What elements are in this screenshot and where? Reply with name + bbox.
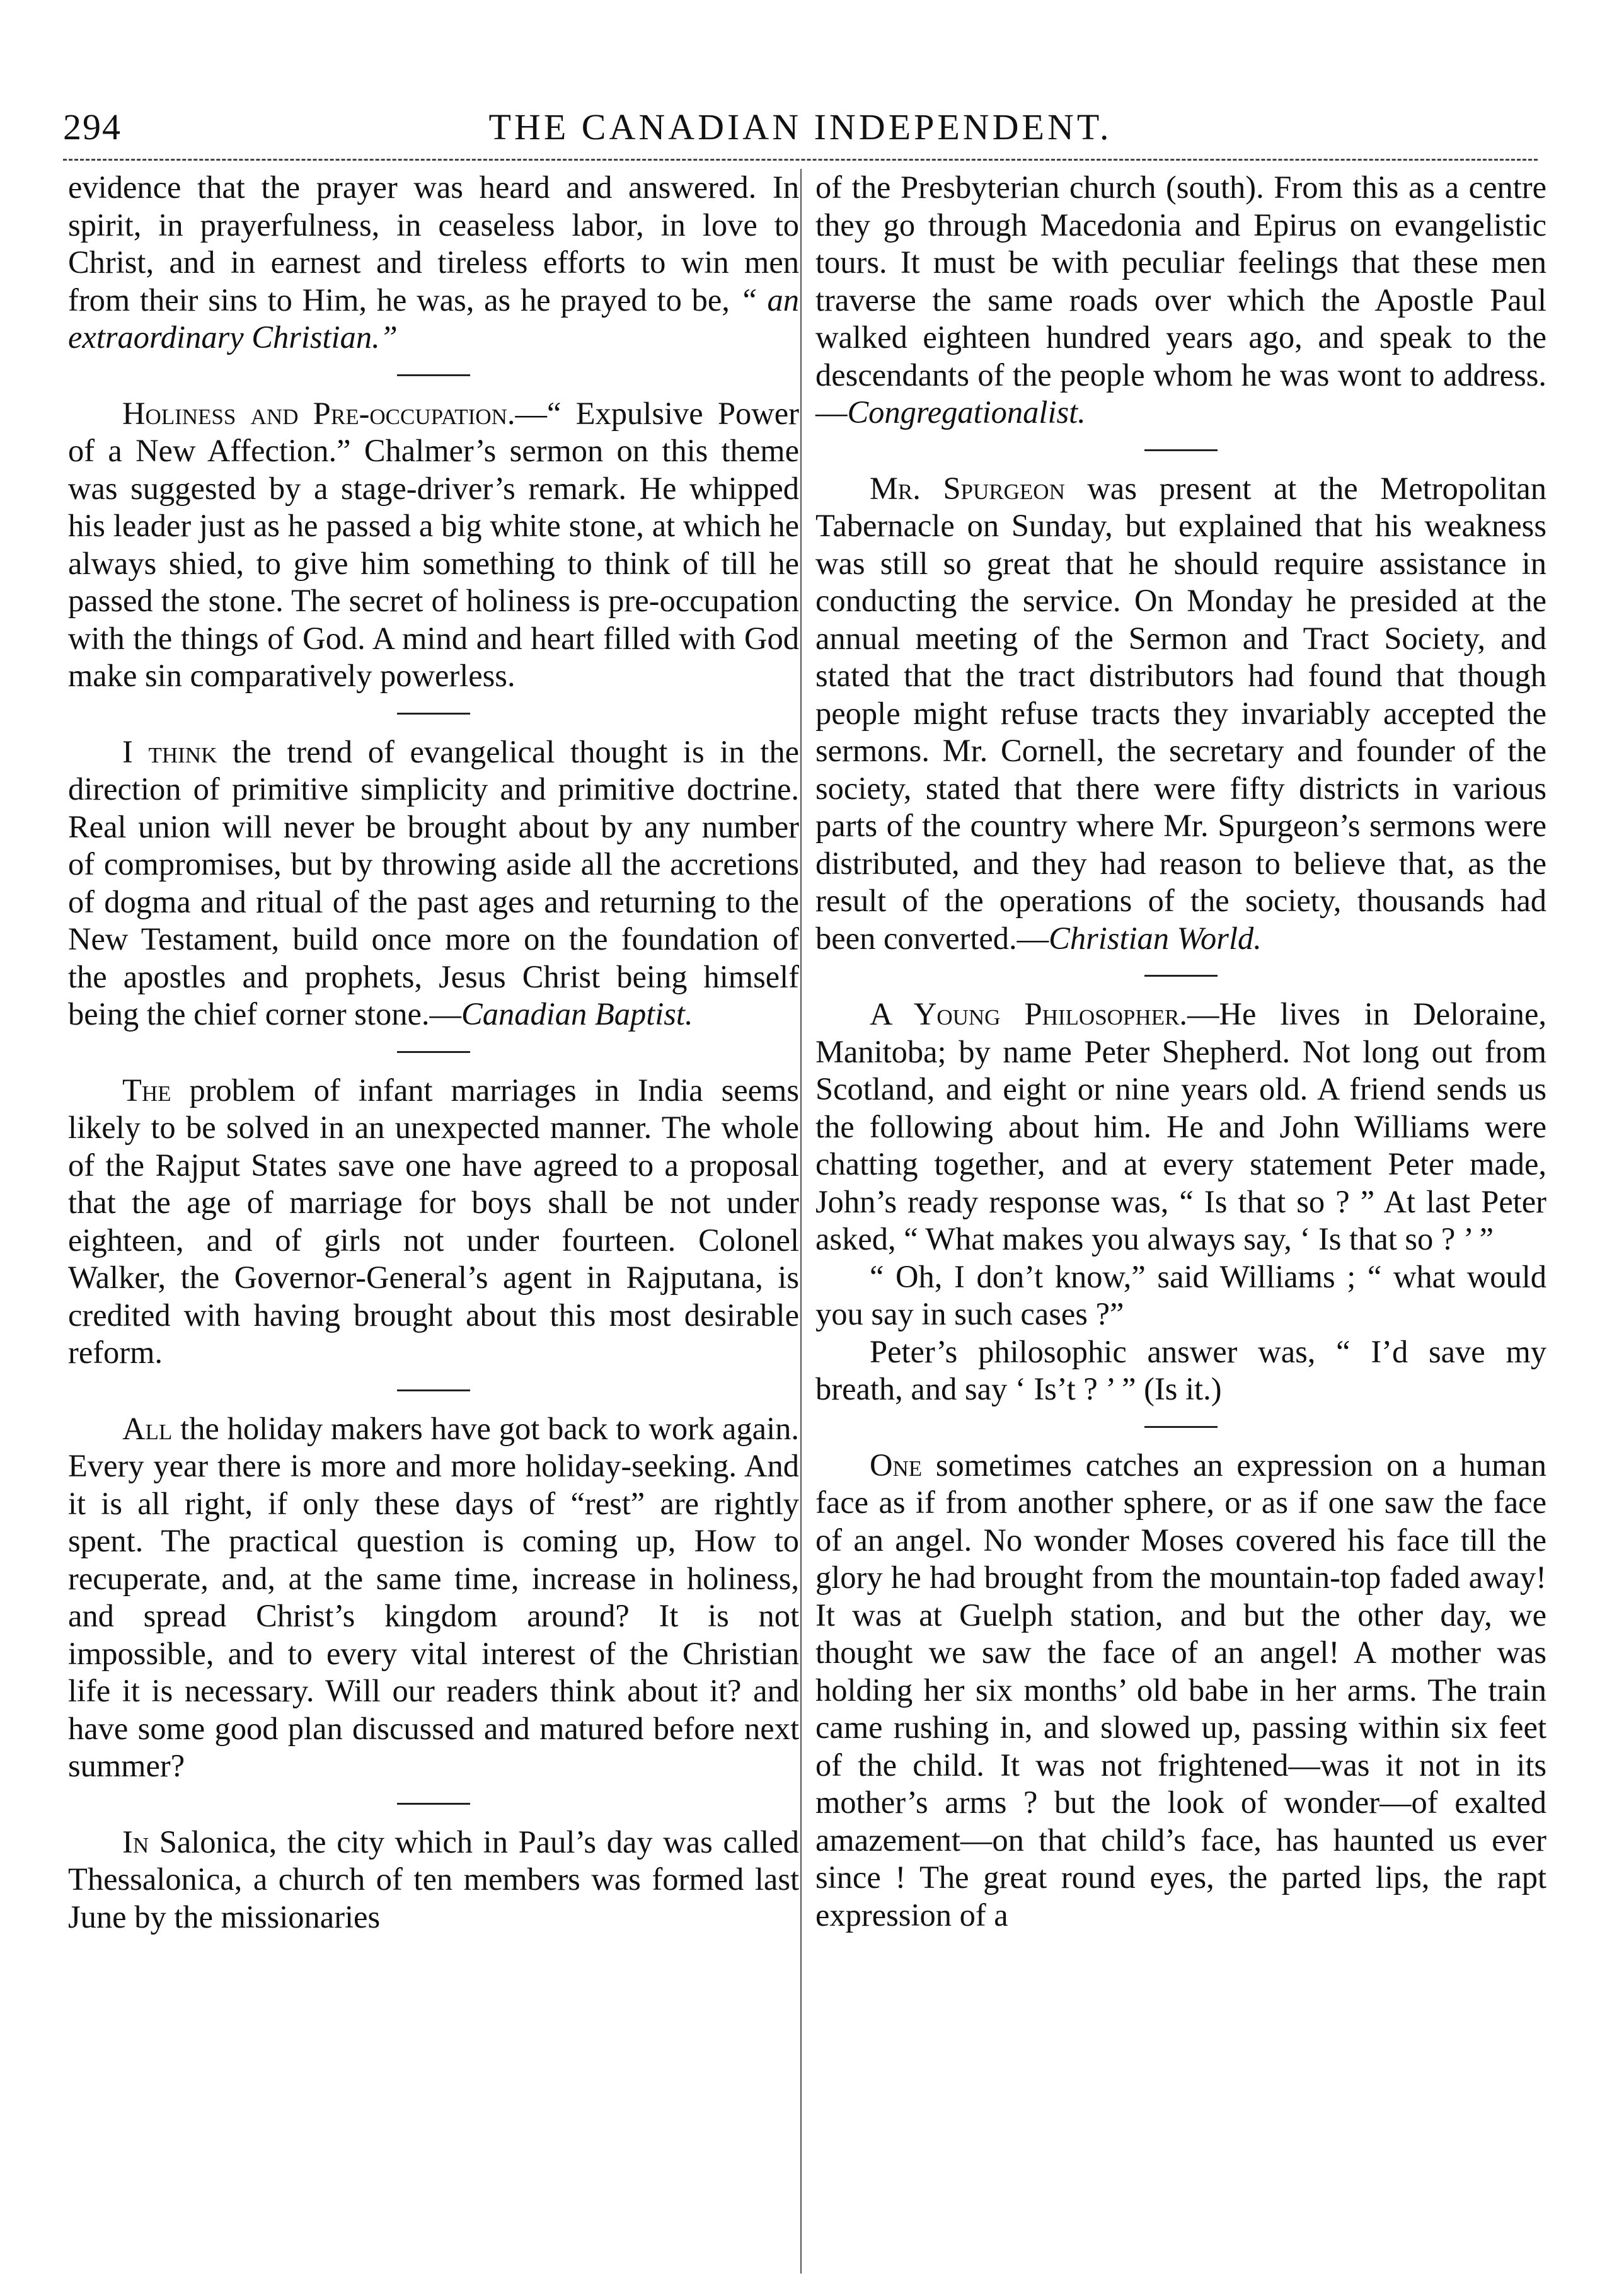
article-separator — [397, 713, 470, 715]
article-source: Congregationalist. — [847, 394, 1086, 430]
article-lead: I think — [122, 733, 217, 769]
article-source: Canadian Baptist. — [461, 996, 693, 1032]
page-number: 294 — [63, 106, 122, 147]
article-holiness — [68, 395, 799, 695]
article-spurgeon — [815, 470, 1546, 958]
article-separator — [1144, 975, 1218, 977]
right-column — [815, 169, 1546, 1934]
article-separator — [1144, 1426, 1218, 1428]
article-lead: A Young Philosopher. — [870, 996, 1188, 1032]
article-paragraph: Peter’s philosophic answer was, “ I’d save my breath, and say ‘ Is’t ? ’ ” (Is it.) — [815, 1333, 1546, 1406]
article-paragraph: “ Oh, I don’t know,” said Williams ; “ what would you say in such cases ?” — [815, 1258, 1546, 1331]
article-text: —“ Expulsive Power of a New Affection.” Chalmer’s sermon on this theme was suggested by a stage-driver’s remark. He whipped his leader just as he passed a big white stone, at which he always shied, to give him something to think of till he passed the stone. The secret of holiness is pre-occupation with the things of God. A mind and heart filled with God make sin comparatively powerless. — [68, 395, 799, 693]
article-text: of the Presbyterian church (south). From this as a centre they go through Macedonia and Epirus on evangelistic tours. It must be with peculiar feelings that these men traverse the same roads over which the Apostle Paul walked eighteen hundred years ago, and speak to the descendants of the people whom he was wont to address.— — [815, 170, 1546, 430]
article-text: was present at the Metropolitan Tabernacle on Sunday, but explained that his weakness was still so great that he should require assistance in conducting the service. On Monday he presided at the annual meeting of the Sermon and Tract Society, and stated that the tract distributors had found that though people might refuse tracts they invariably accepted the sermons. Mr. Cornell, the secretary and founder of the society, stated that there were fifty districts in various parts of the country where Mr. Spurgeon’s sermons were distributed, and they had reason to believe that, as the result of the operations of the society, thousands had been converted.— — [815, 470, 1546, 956]
article-lead: Holiness and Pre-occupation. — [122, 395, 515, 431]
article-text: problem of infant marriages in India seems likely to be solved in an unexpected manner. The whole of the Rajput States save one have agreed to a proposal that the age of marriage for boys shall be not under eighteen, and of girls not under fourteen. Colonel Walker, the Governor-General’s agent in Rajputana, is credited with having brought about this most desirable reform. — [68, 1072, 799, 1370]
article-text: sometimes catches an expression on a human face as if from another sphere, or as if one saw the face of an angel. No wonder Moses covered his face till the glory he had brought from the mountain-top faded away! It was at Guelph station, and but the other day, we thought we saw the face of an angel! A mother was holding her six months’ old babe in her arms. The train came rushing in, and slowed up, passing within six feet of the child. It was not frightened—was it not in its mother’s arms ? but the look of wonder—of exalted amazement—on that child’s face, has haunted us ever since ! The great round eyes, the parted lips, the rapt expression of a — [815, 1447, 1546, 1933]
article-evangelical-thought — [68, 733, 799, 1033]
article-text: evidence that the prayer was heard and answered. In spirit, in prayerfulness, in ceaseless labor, in love to Christ, and in earnest and tireless efforts to win men from their sins to Him, he was, as he prayed to be, — [68, 170, 799, 318]
article-text: the trend of evangelical thought is in the direction of primitive simplicity and primitive doctrine. Real union will never be brought about by any number of compromises, but by throwing aside all the accretions of dogma and ritual of the past ages and returning to the New Testament, build once more on the foundation of the apostles and prophets, Jesus Christ being himself being the chief corner stone.— — [68, 733, 799, 1032]
article-separator — [1144, 449, 1218, 451]
article-lead: All — [122, 1410, 173, 1446]
article-salonica-continued — [815, 169, 1546, 432]
article-separator — [397, 374, 470, 376]
article-lead: Mr. Spurgeon — [870, 470, 1065, 506]
article-quote: “ an extraordinary Christian.” — [68, 282, 799, 355]
article-text: Salonica, the city which in Paul’s day was called Thessalonica, a church of ten members was formed last June by the missionaries — [68, 1824, 799, 1935]
page-header — [63, 106, 1538, 156]
article-young-philosopher — [815, 996, 1546, 1408]
article-separator — [397, 1389, 470, 1391]
article-lead: One — [870, 1447, 923, 1483]
column-divider — [800, 169, 802, 2274]
article-continued — [68, 169, 799, 357]
article-separator — [397, 1803, 470, 1805]
journal-title: THE CANADIAN INDEPENDENT. — [488, 106, 1112, 147]
article-lead: The — [122, 1072, 171, 1108]
article-source: Christian World. — [1049, 920, 1262, 956]
header-rule — [63, 159, 1538, 161]
article-face-of-angel — [815, 1447, 1546, 1935]
article-text: the holiday makers have got back to work again. Every year there is more and more holiday-seeking. And it is all right, if only these days of “rest” are rightly spent. The practical question is coming up, How to recuperate, and, at the same time, increase in holiness, and spread Christ’s kingdom around? It is not impossible, and to every vital interest of the Christian life it is necessary. Will our readers think about it? and have some good plan discussed and matured before next summer? — [68, 1410, 799, 1783]
article-india-marriages — [68, 1072, 799, 1372]
article-holiday-makers — [68, 1410, 799, 1785]
article-salonica — [68, 1824, 799, 1936]
left-column — [68, 169, 799, 1936]
article-text: —He lives in Deloraine, Manitoba; by name Peter Shepherd. Not long out from Scotland, and eight or nine years old. A friend sends us the following about him. He and John Williams were chatting together, and at every statement Peter made, John’s ready response was, “ Is that so ? ” At last Peter asked, “ What makes you always say, ‘ Is that so ? ’ ” — [815, 996, 1546, 1257]
article-lead: In — [122, 1824, 149, 1860]
article-separator — [397, 1051, 470, 1053]
